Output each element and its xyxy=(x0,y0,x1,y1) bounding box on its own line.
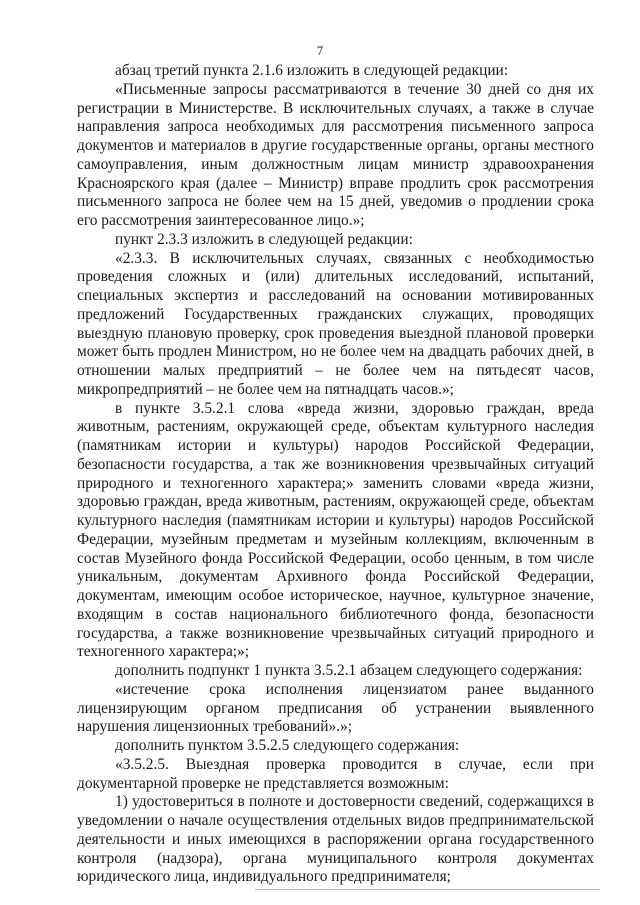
paragraph-amend-2-1-6: абзац третий пункта 2.1.6 изложить в следующей редакции: xyxy=(115,62,509,79)
document-body xyxy=(77,62,594,887)
paragraph-quote-2-3-3: «2.3.3. В исключительных случаях, связанных с необходимостью проведения сложных и (или) длительных исследований, испытаний, специальных экспертиз и расследований на основании мотивированных предложений Государственных гражданских служащих, проводящих выездную плановую проверку, срок проведения выездной плановой проверки может быть продлен Министром, но не более чем на двадцать рабочих дней, в отношении малых предприятий – не более чем на пятьдесят часов, микропредприятий – не более чем на пятнадцать часов.»; xyxy=(77,249,594,398)
paragraph-amend-3-5-2-5: дополнить пунктом 3.5.2.5 следующего содержания: xyxy=(115,737,460,754)
paragraph-amend-3-5-2-1: в пункте 3.5.2.1 слова «вреда жизни, здоровью граждан, вреда животным, растениям, окружающей среде, объектам культурного наследия (памятникам истории и культуры) народов Российской Федерации, безопасности государства, а так же возникновения чрезвычайных ситуаций природного и техногенного характера;» заменить словами «вреда жизни, здоровью граждан, вреда животным, растениям, окружающей среде, объектам культурного наследия (памятникам истории и культуры) народов Российской Федерации, музейным предметам и музейным коллекциям, включенным в состав Музейного фонда Российской Федерации, особо ценным, в том числе уникальным, документам Архивного фонда Российской Федерации, документам, имеющим особое историческое, научное, культурное значение, входящим в состав национального библиотечного фонда, безопасности государства, а также возникновение чрезвычайных ситуаций природного и техногенного характера;»; xyxy=(77,399,594,661)
scan-edge-line xyxy=(255,889,600,890)
paragraph-quote-2-1-6: «Письменные запросы рассматриваются в течение 30 дней со дня их регистрации в Министерстве. В исключительных случаях, а также в случае направления запроса необходимых для рассмотрения письменного запроса документов и материалов в другие государственные органы, органы местного самоуправления, иным должностным лицам министр здравоохранения Красноярского края (далее – Министр) вправе продлить срок рассмотрения письменного запроса не более чем на 15 дней, уведомив о продлении срока его рассмотрения заинтересованное лицо.»; xyxy=(77,80,594,229)
paragraph-item-1: 1) удостовериться в полноте и достоверности сведений, содержащихся в уведомлении о начале осуществления отдельных видов предпринимательской деятельности и иных имеющихся в распоряжении органа государственного контроля (надзора), органа муниципального контроля документах юридического лица, индивидуального предпринимателя; xyxy=(77,793,594,886)
paragraph-quote-3-5-2-5: «3.5.2.5. Выездная проверка проводится в случае, если при документарной проверке не представляется возможным: xyxy=(77,755,594,792)
paragraph-amend-subpoint-1: дополнить подпункт 1 пункта 3.5.2.1 абзацем следующего содержания: xyxy=(115,662,583,679)
paragraph-amend-2-3-3: пункт 2.3.3 изложить в следующей редакции: xyxy=(115,230,413,248)
paragraph-quote-subpoint-1: «истечение срока исполнения лицензиатом ранее выданного лицензирующим органом предписания об устранении выявленного нарушения лицензионных требований».»; xyxy=(77,680,594,736)
page-number: 7 xyxy=(316,44,324,58)
